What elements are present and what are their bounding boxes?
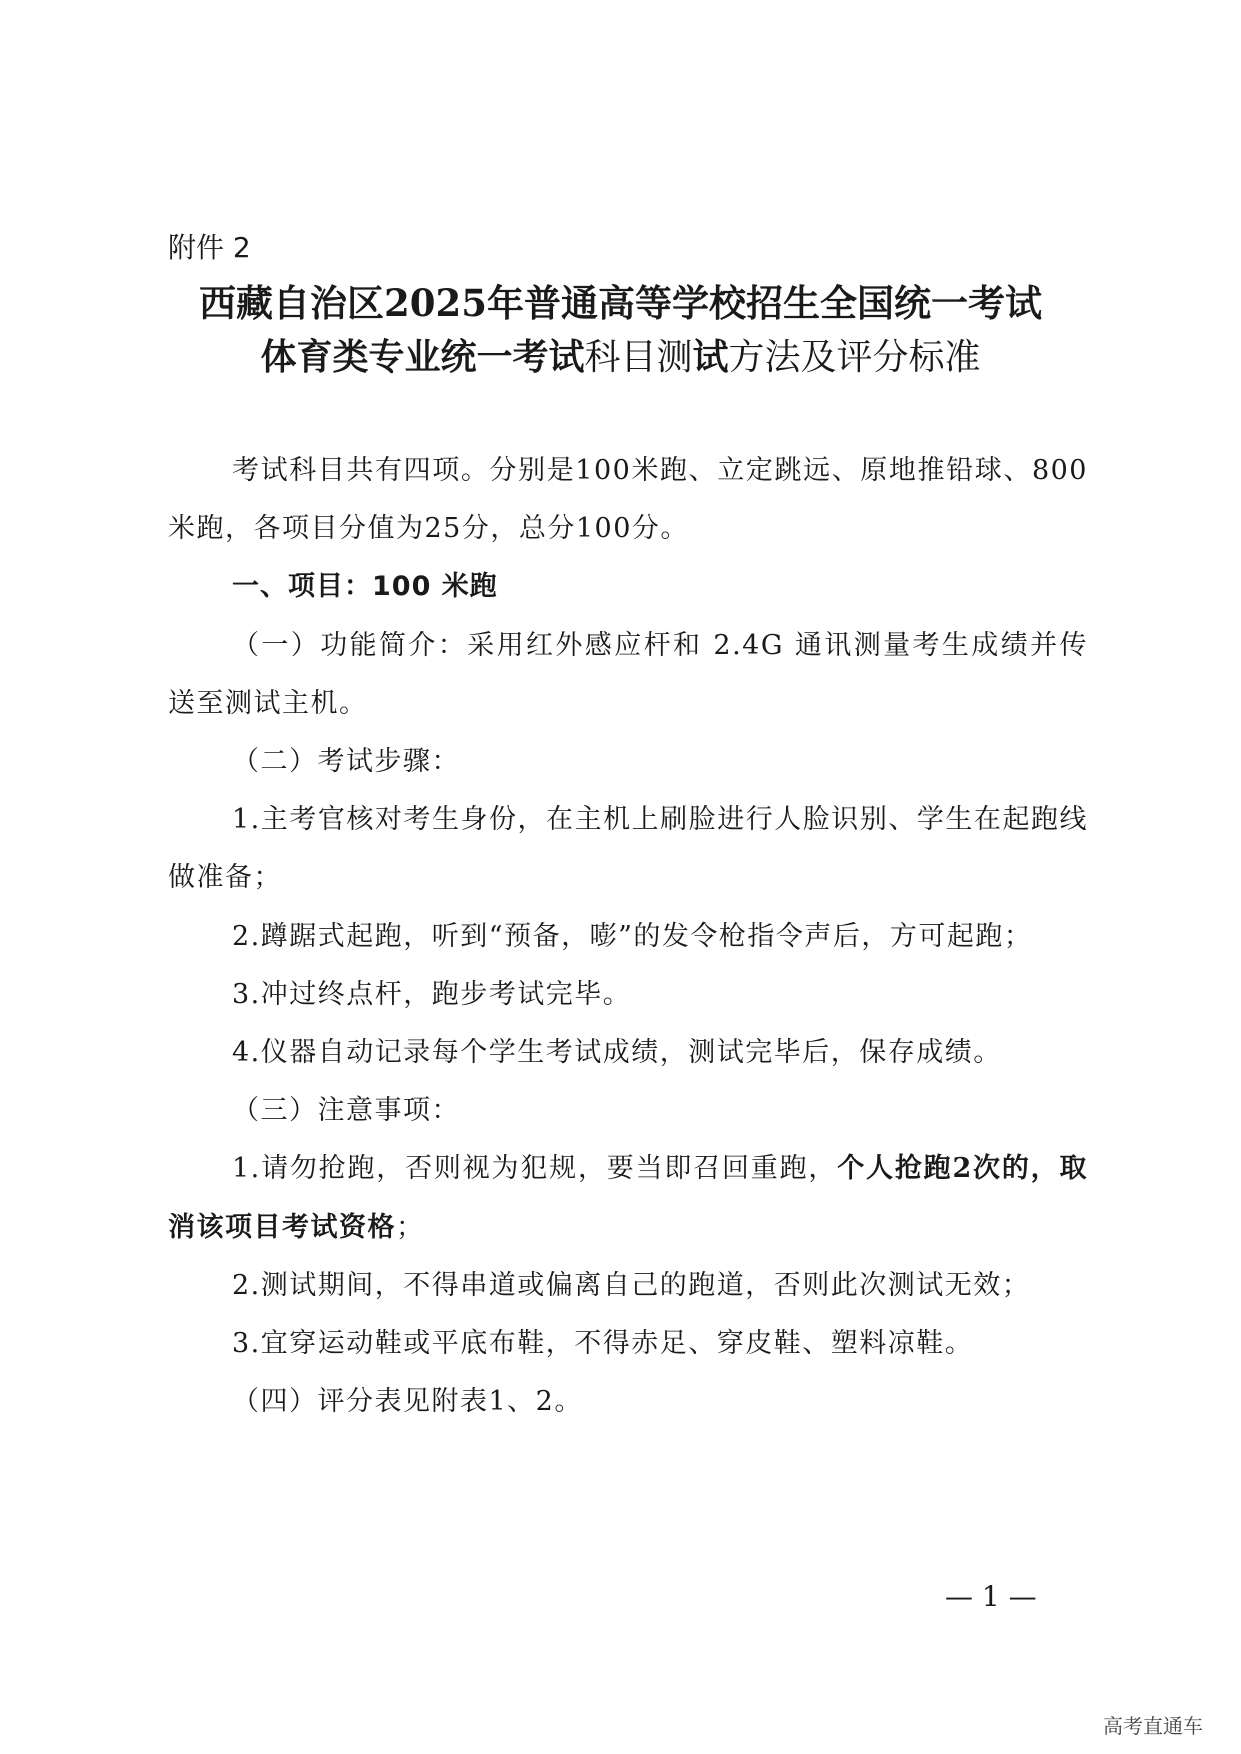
- note-1-end: ；: [396, 1211, 425, 1243]
- step-item: 4.仪器自动记录每个学生考试成绩，测试完毕后，保存成绩。: [232, 1037, 1002, 1069]
- notes-heading: （三）注意事项：: [232, 1095, 460, 1127]
- step-item: 2.蹲踞式起跑，听到“预备，嘭”的发令枪指令声后，方可起跑；: [232, 920, 1033, 952]
- step-item: 3.冲过终点杆，跑步考试完毕。: [232, 978, 632, 1010]
- note-item-3: 3.宜穿运动鞋或平底布鞋，不得赤足、穿皮鞋、塑料凉鞋。: [232, 1328, 974, 1360]
- title-bold-part: 体育类专业统一考试: [260, 336, 585, 378]
- section-heading-100m: 一、项目：100 米跑: [232, 571, 498, 603]
- note-1-text: 1.请勿抢跑，否则视为犯规，要当即召回重跑，: [232, 1153, 838, 1185]
- step-item: 1.主考官核对考生身份，在主机上刷脸进行人脸识别、学生在起跑线做准备；: [168, 804, 1088, 894]
- watermark: 高考直通车: [1103, 1714, 1203, 1738]
- title-light-part-1: 科目测: [584, 337, 693, 378]
- attachment-label: 附件 2: [168, 231, 251, 264]
- document-title-line-2: [120, 330, 1121, 385]
- title-bold-part-2: 试: [692, 336, 729, 378]
- document-body: [168, 442, 1088, 1431]
- note-item-2: 2.测试期间，不得串道或偏离自己的跑道，否则此次测试无效；: [232, 1269, 1031, 1301]
- title-light-part-2: 方法及评分标准: [728, 337, 981, 378]
- page-number: — 1 —: [945, 1580, 1037, 1613]
- note-item-1: [168, 1140, 1088, 1256]
- intro-paragraph: 考试科目共有四项。分别是100米跑、立定跳远、原地推铅球、800米跑，各项目分值为25分，总分100分。: [168, 455, 1088, 545]
- note-1-emphasis: 个人抢跑2次的，取消该项目考试资格: [168, 1153, 1088, 1243]
- steps-heading: （二）考试步骤：: [232, 746, 460, 778]
- scoring-reference: （四）评分表见附表1、2。: [232, 1386, 583, 1418]
- document-title-line-1: 西藏自治区2025年普通高等学校招生全国统一考试: [199, 281, 1042, 325]
- function-intro-paragraph: （一）功能简介：采用红外感应杆和 2.4G 通讯测量考生成绩并传送至测试主机。: [168, 629, 1088, 719]
